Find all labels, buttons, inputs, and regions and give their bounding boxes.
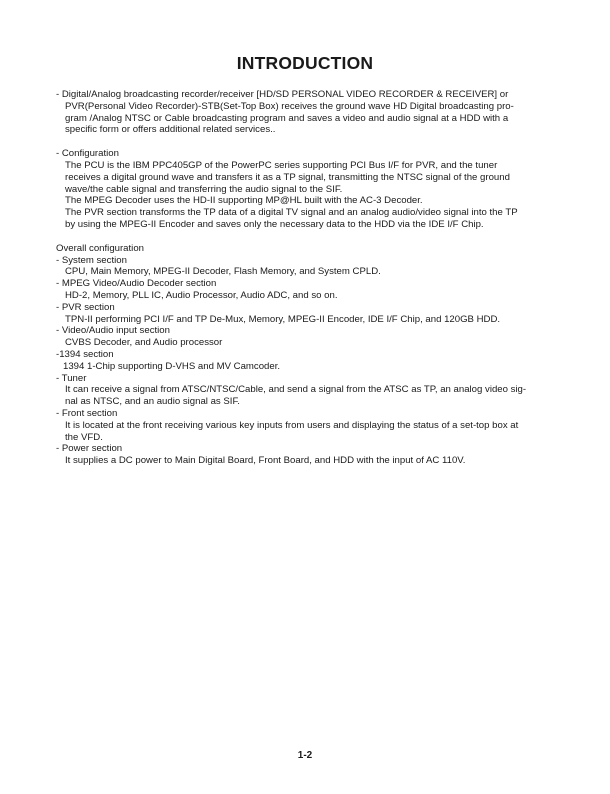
text-line: the VFD.	[65, 431, 103, 443]
document-body	[56, 89, 556, 467]
text-line: PVR(Personal Video Recorder)-STB(Set-Top Box) receives the ground wave HD Digital broadcasting pro-	[65, 100, 514, 112]
subsection-name: - System section	[56, 254, 127, 266]
text-line: nal as NTSC, and an audio signal as SIF.	[65, 396, 240, 408]
subsection-name: - PVR section	[56, 301, 115, 313]
text-line: The PCU is the IBM PPC405GP of the PowerPC series supporting PCI Bus I/F for PVR, and the tuner	[65, 159, 498, 171]
subsection-name: - Video/Audio input section	[56, 325, 170, 337]
text-line: The PVR section transforms the TP data of a digital TV signal and an analog audio/video signal into the TP	[65, 207, 518, 219]
text-line: It supplies a DC power to Main Digital Board, Front Board, and HDD with the input of AC 110V.	[65, 455, 466, 467]
subsection-name: - MPEG Video/Audio Decoder section	[56, 278, 217, 290]
text-line: It can receive a signal from ATSC/NTSC/Cable, and send a signal from the ATSC as TP, an analog video sig-	[65, 384, 527, 396]
text-line: gram /Analog NTSC or Cable broadcasting program and saves a video and audio signal at a HDD with a	[65, 112, 509, 124]
text-line: specific form or offers additional related services..	[65, 124, 276, 136]
text-line: wave/the cable signal and transferring the audio signal to the SIF.	[65, 183, 343, 195]
text-line: receives a digital ground wave and transfers it as a TP signal, transmitting the NTSC signal of the ground	[65, 171, 510, 183]
subsection-name: -1394 section	[56, 348, 114, 360]
subsection-name: - Power section	[56, 443, 123, 455]
text-line: HD-2, Memory, PLL IC, Audio Processor, Audio ADC, and so on.	[65, 289, 338, 301]
subsection-name: - Tuner	[56, 372, 87, 384]
text-line: CPU, Main Memory, MPEG-II Decoder, Flash Memory, and System CPLD.	[65, 266, 381, 278]
text-line: 1394 1-Chip supporting D-VHS and MV Camcoder.	[63, 360, 281, 372]
text-line: by using the MPEG-II Encoder and saves only the necessary data to the HDD via the IDE I/F Chip.	[65, 218, 484, 230]
overall-configuration	[56, 243, 556, 467]
text-line: CVBS Decoder, and Audio processor	[65, 337, 223, 349]
text-line: TPN-II performing PCI I/F and TP De-Mux, Memory, MPEG-II Encoder, IDE I/F Chip, and 120GB HDD.	[65, 313, 501, 325]
section-heading: - Configuration	[56, 148, 119, 160]
intro-paragraph	[56, 89, 556, 136]
text-line: It is located at the front receiving various key inputs from users and displaying the status of a set-top box at	[65, 419, 519, 431]
text-line: - Digital/Analog broadcasting recorder/receiver [HD/SD PERSONAL VIDEO RECORDER & RECEIVER] or	[56, 89, 509, 100]
section-heading: Overall configuration	[56, 242, 144, 254]
page-number: 1-2	[297, 750, 313, 761]
subsection-name: - Front section	[56, 407, 118, 419]
page-title: INTRODUCTION	[236, 53, 374, 73]
text-line: The MPEG Decoder uses the HD-II supporting MP@HL built with the AC-3 Decoder.	[65, 195, 423, 207]
configuration-paragraph	[56, 148, 556, 231]
